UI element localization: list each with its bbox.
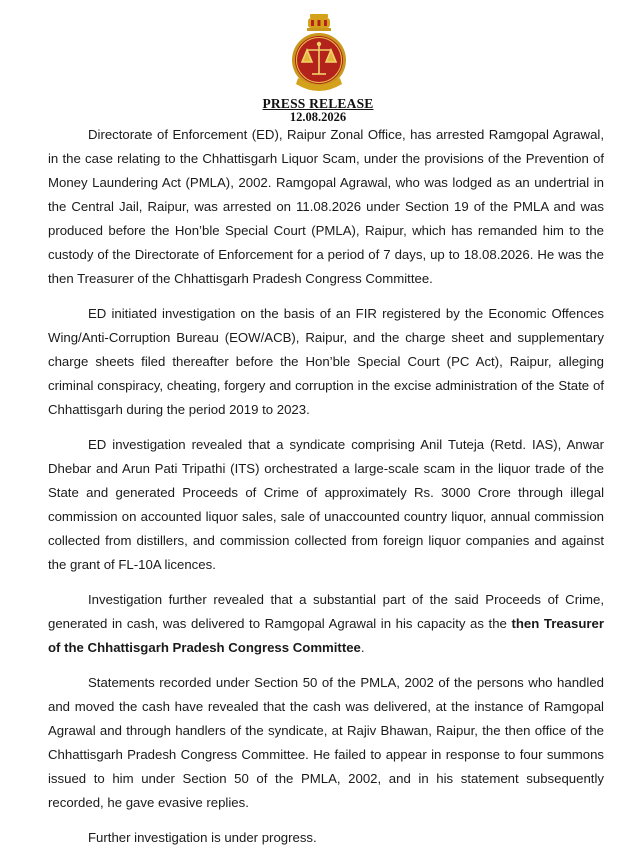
paragraph-statements: Statements recorded under Section 50 of the PMLA, 2002 of the persons who handled and moved the cash have revealed that the cash was delivered, at the instance of Ramgopal Agrawal and through handlers of the syndicate, at Rajiv Bhawan, Raipur, the then office of the Chhattisgarh Pradesh Congress Committee. He failed to appear in response to four summons issued to him under Section 50 of the PMLA, 2002, and in his statement subsequently recorded, he gave evasive replies. [48, 675, 604, 810]
press-release-date: 12.08.2026 [289, 110, 347, 124]
crown-icon [307, 14, 331, 31]
press-release-title: PRESS RELEASE [262, 96, 374, 111]
ed-emblem-icon [288, 12, 350, 96]
paragraph-proceeds-delivery [48, 588, 604, 660]
paragraph-further-investigation: Further investigation is under progress. [88, 830, 317, 845]
paragraph-proceeds-bold: then Treasurer of the Chhattisgarh Pradesh Congress Committee [48, 616, 605, 655]
paragraph-proceeds-text: Investigation further revealed that a substantial part of the said Proceeds of Crime, generated in cash, was delivered to Ramgopal Agrawal in his capacity as the [48, 592, 604, 631]
paragraph-proceeds-after: . [360, 640, 365, 655]
press-release-body [48, 123, 604, 850]
paragraph-syndicate: ED investigation revealed that a syndicate comprising Anil Tuteja (Retd. IAS), Anwar Dhebar and Arun Pati Tripathi (ITS) orchestrated a large-scale scam in the liquor trade of the State and generated Proceeds of Crime of approximately Rs. 3000 Crore through illegal commission on accounted liquor sales, sale of unaccounted country liquor, annual commission collected from distillers, and commission collected from foreign liquor companies and against the grant of FL-10A licences. [48, 437, 604, 572]
paragraph-arrest: Directorate of Enforcement (ED), Raipur Zonal Office, has arrested Ramgopal Agrawal, in the case relating to the Chhattisgarh Liquor Scam, under the provisions of the Prevention of Money Laundering Act (PMLA), 2002. Ramgopal Agrawal, who was lodged as an undertrial in the Central Jail, Raipur, was arrested on 11.08.2026 under Section 19 of the PMLA and was produced before the Hon’ble Special Court (PMLA), Raipur, which has remanded him to the custody of the Directorate of Enforcement for a period of 7 days, up to 18.08.2026. He was the then Treasurer of the Chhattisgarh Pradesh Congress Committee. [48, 127, 604, 286]
paragraph-investigation-basis: ED initiated investigation on the basis of an FIR registered by the Economic Offences Wing/Anti-Corruption Bureau (EOW/ACB), Raipur, and the charge sheet and supplementary charge sheets filed thereafter before the Hon’ble Special Court (PC Act), Raipur, alleging criminal conspiracy, cheating, forgery and corruption in the excise administration of the State of Chhattisgarh during the period 2019 to 2023. [48, 306, 604, 417]
